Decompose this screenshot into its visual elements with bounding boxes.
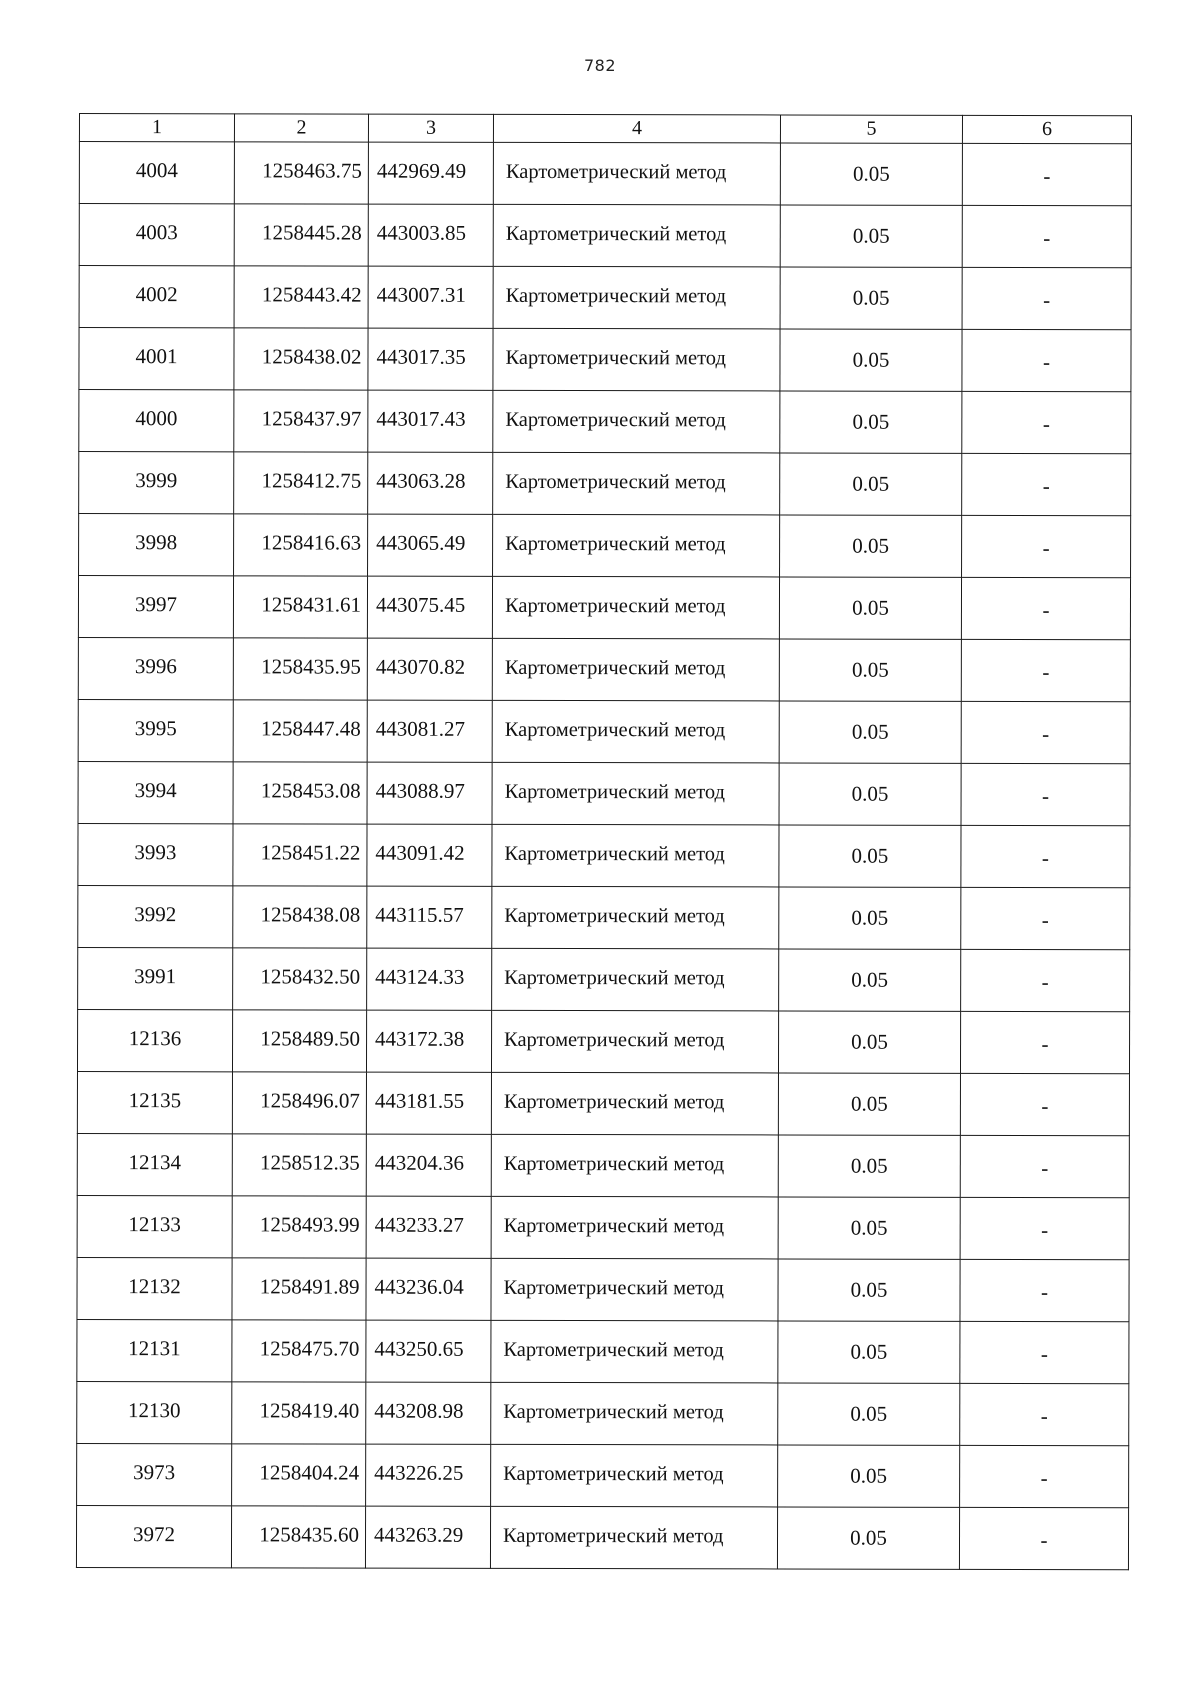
- error-cell: 0.05: [780, 267, 962, 329]
- x-coordinate-cell: 1258445.28: [234, 204, 368, 266]
- error-cell: 0.05: [780, 515, 962, 577]
- y-coordinate-cell: 443065.49: [368, 514, 493, 576]
- error-cell: 0.05: [780, 453, 962, 515]
- note-cell: -: [962, 329, 1131, 391]
- method-cell: Картометрический метод: [493, 204, 780, 267]
- error-cell: 0.05: [779, 949, 961, 1011]
- note-cell: -: [960, 1259, 1129, 1321]
- error-cell: 0.05: [779, 763, 961, 825]
- table-row: [79, 142, 1131, 206]
- y-coordinate-cell: 443003.85: [368, 204, 493, 266]
- error-cell: 0.05: [780, 391, 962, 453]
- table-row: [79, 204, 1131, 268]
- note-cell: -: [960, 1383, 1129, 1445]
- note-cell: -: [961, 577, 1130, 639]
- page-number: 782: [583, 56, 617, 75]
- table-row: [76, 1505, 1128, 1569]
- y-coordinate-cell: 442969.49: [368, 142, 493, 204]
- error-cell: 0.05: [780, 143, 962, 205]
- x-coordinate-cell: 1258443.42: [234, 266, 368, 328]
- y-coordinate-cell: 443124.33: [367, 948, 492, 1010]
- point-number-cell: 12134: [77, 1133, 232, 1195]
- error-cell: 0.05: [778, 1073, 960, 1135]
- note-cell: -: [961, 887, 1130, 949]
- method-cell: Картометрический метод: [492, 762, 779, 825]
- x-coordinate-cell: 1258451.22: [233, 824, 367, 886]
- x-coordinate-cell: 1258416.63: [234, 514, 368, 576]
- table-row: [78, 699, 1130, 763]
- y-coordinate-cell: 443208.98: [366, 1382, 491, 1444]
- error-cell: 0.05: [779, 701, 961, 763]
- error-cell: 0.05: [779, 577, 961, 639]
- point-number-cell: 3992: [78, 885, 233, 947]
- table-row: [79, 452, 1131, 516]
- table-row: [77, 1071, 1129, 1135]
- point-number-cell: 3994: [78, 761, 233, 823]
- method-cell: Картометрический метод: [491, 1134, 778, 1197]
- table-row: [78, 761, 1130, 825]
- note-cell: -: [961, 763, 1130, 825]
- y-coordinate-cell: 443226.25: [366, 1444, 491, 1506]
- note-cell: -: [961, 639, 1130, 701]
- note-cell: -: [960, 1197, 1129, 1259]
- method-cell: Картометрический метод: [493, 390, 780, 453]
- table-row: [77, 1319, 1129, 1383]
- point-number-cell: 12135: [77, 1071, 232, 1133]
- y-coordinate-cell: 443088.97: [367, 762, 492, 824]
- error-cell: 0.05: [778, 1259, 960, 1321]
- table-row: [77, 1133, 1129, 1197]
- method-cell: Картометрический метод: [492, 576, 779, 639]
- x-coordinate-cell: 1258438.02: [234, 328, 368, 390]
- y-coordinate-cell: 443007.31: [368, 266, 493, 328]
- x-coordinate-cell: 1258438.08: [233, 886, 367, 948]
- note-cell: -: [962, 143, 1131, 205]
- error-cell: 0.05: [777, 1507, 959, 1569]
- header-col-2: 2: [234, 114, 368, 142]
- x-coordinate-cell: 1258419.40: [232, 1382, 366, 1444]
- method-cell: Картометрический метод: [492, 886, 779, 949]
- method-cell: Картометрический метод: [492, 638, 779, 701]
- method-cell: Картометрический метод: [491, 1382, 778, 1445]
- method-cell: Картометрический метод: [491, 1258, 778, 1321]
- header-col-4: 4: [493, 114, 780, 143]
- table-row: [79, 390, 1131, 454]
- point-number-cell: 12131: [77, 1319, 232, 1381]
- note-cell: -: [960, 1321, 1129, 1383]
- note-cell: -: [960, 1011, 1129, 1073]
- x-coordinate-cell: 1258463.75: [234, 142, 368, 204]
- method-cell: Картометрический метод: [493, 328, 780, 391]
- point-number-cell: 4001: [79, 328, 234, 390]
- note-cell: -: [962, 391, 1131, 453]
- error-cell: 0.05: [778, 1135, 960, 1197]
- point-number-cell: 4002: [79, 266, 234, 328]
- error-cell: 0.05: [778, 1011, 960, 1073]
- x-coordinate-cell: 1258412.75: [234, 452, 368, 514]
- method-cell: Картометрический метод: [493, 266, 780, 329]
- method-cell: Картометрический метод: [490, 1506, 777, 1569]
- point-number-cell: 12130: [77, 1381, 232, 1443]
- header-col-6: 6: [962, 115, 1131, 143]
- y-coordinate-cell: 443091.42: [367, 824, 492, 886]
- header-col-5: 5: [780, 115, 962, 143]
- table-row: [79, 514, 1131, 578]
- x-coordinate-cell: 1258453.08: [233, 762, 367, 824]
- method-cell: Картометрический метод: [491, 1320, 778, 1383]
- point-number-cell: 3973: [77, 1443, 232, 1505]
- error-cell: 0.05: [780, 205, 962, 267]
- header-col-1: 1: [79, 114, 234, 142]
- table-row: [78, 885, 1130, 949]
- x-coordinate-cell: 1258475.70: [232, 1320, 366, 1382]
- table-row: [77, 1009, 1129, 1073]
- error-cell: 0.05: [778, 1321, 960, 1383]
- x-coordinate-cell: 1258489.50: [232, 1010, 366, 1072]
- table-row: [77, 1195, 1129, 1259]
- note-cell: -: [960, 1445, 1129, 1507]
- y-coordinate-cell: 443250.65: [366, 1320, 491, 1382]
- y-coordinate-cell: 443115.57: [367, 886, 492, 948]
- coordinates-table: [76, 113, 1132, 1570]
- point-number-cell: 3999: [79, 452, 234, 514]
- x-coordinate-cell: 1258437.97: [234, 390, 368, 452]
- method-cell: Картометрический метод: [491, 1196, 778, 1259]
- x-coordinate-cell: 1258431.61: [233, 576, 367, 638]
- table-row: [77, 1443, 1129, 1507]
- point-number-cell: 4003: [79, 204, 234, 266]
- header-row: [79, 114, 1131, 144]
- note-cell: -: [960, 1135, 1129, 1197]
- y-coordinate-cell: 443070.82: [367, 638, 492, 700]
- method-cell: Картометрический метод: [492, 824, 779, 887]
- note-cell: -: [961, 825, 1130, 887]
- y-coordinate-cell: 443181.55: [366, 1072, 491, 1134]
- y-coordinate-cell: 443075.45: [367, 576, 492, 638]
- table-row: [77, 1257, 1129, 1321]
- point-number-cell: 4000: [79, 390, 234, 452]
- method-cell: Картометрический метод: [492, 948, 779, 1011]
- note-cell: -: [962, 453, 1131, 515]
- point-number-cell: 3991: [78, 947, 233, 1009]
- note-cell: -: [962, 205, 1131, 267]
- table-row: [79, 266, 1131, 330]
- note-cell: -: [962, 515, 1131, 577]
- error-cell: 0.05: [780, 329, 962, 391]
- point-number-cell: 3996: [78, 637, 233, 699]
- y-coordinate-cell: 443081.27: [367, 700, 492, 762]
- error-cell: 0.05: [778, 1445, 960, 1507]
- note-cell: -: [959, 1507, 1128, 1569]
- note-cell: -: [961, 701, 1130, 763]
- method-cell: Картометрический метод: [493, 452, 780, 515]
- x-coordinate-cell: 1258512.35: [232, 1134, 366, 1196]
- method-cell: Картометрический метод: [493, 514, 780, 577]
- method-cell: Картометрический метод: [491, 1010, 778, 1073]
- note-cell: -: [961, 949, 1130, 1011]
- method-cell: Картометрический метод: [492, 700, 779, 763]
- table-row: [78, 823, 1130, 887]
- y-coordinate-cell: 443263.29: [365, 1506, 490, 1568]
- x-coordinate-cell: 1258404.24: [232, 1444, 366, 1506]
- y-coordinate-cell: 443236.04: [366, 1258, 491, 1320]
- point-number-cell: 3972: [76, 1505, 231, 1567]
- error-cell: 0.05: [778, 1197, 960, 1259]
- point-number-cell: 3993: [78, 823, 233, 885]
- table-row: [79, 328, 1131, 392]
- y-coordinate-cell: 443233.27: [366, 1196, 491, 1258]
- y-coordinate-cell: 443172.38: [366, 1010, 491, 1072]
- y-coordinate-cell: 443204.36: [366, 1134, 491, 1196]
- method-cell: Картометрический метод: [491, 1072, 778, 1135]
- table-row: [78, 637, 1130, 701]
- table-body: [76, 142, 1131, 1570]
- note-cell: -: [962, 267, 1131, 329]
- x-coordinate-cell: 1258493.99: [232, 1196, 366, 1258]
- point-number-cell: 4004: [79, 142, 234, 204]
- y-coordinate-cell: 443017.43: [368, 390, 493, 452]
- error-cell: 0.05: [779, 887, 961, 949]
- method-cell: Картометрический метод: [491, 1444, 778, 1507]
- y-coordinate-cell: 443017.35: [368, 328, 493, 390]
- table-header: [79, 114, 1131, 144]
- error-cell: 0.05: [779, 825, 961, 887]
- point-number-cell: 12132: [77, 1257, 232, 1319]
- x-coordinate-cell: 1258447.48: [233, 700, 367, 762]
- x-coordinate-cell: 1258491.89: [232, 1258, 366, 1320]
- point-number-cell: 3997: [78, 576, 233, 638]
- error-cell: 0.05: [779, 639, 961, 701]
- note-cell: -: [960, 1073, 1129, 1135]
- table-row: [78, 576, 1130, 640]
- x-coordinate-cell: 1258496.07: [232, 1072, 366, 1134]
- x-coordinate-cell: 1258435.95: [233, 638, 367, 700]
- table-row: [77, 1381, 1129, 1445]
- y-coordinate-cell: 443063.28: [368, 452, 493, 514]
- point-number-cell: 12136: [77, 1009, 232, 1071]
- point-number-cell: 12133: [77, 1195, 232, 1257]
- method-cell: Картометрический метод: [493, 142, 780, 205]
- point-number-cell: 3998: [79, 514, 234, 576]
- x-coordinate-cell: 1258435.60: [231, 1506, 365, 1568]
- error-cell: 0.05: [778, 1383, 960, 1445]
- header-col-3: 3: [368, 114, 493, 142]
- x-coordinate-cell: 1258432.50: [233, 948, 367, 1010]
- point-number-cell: 3995: [78, 699, 233, 761]
- table-row: [78, 947, 1130, 1011]
